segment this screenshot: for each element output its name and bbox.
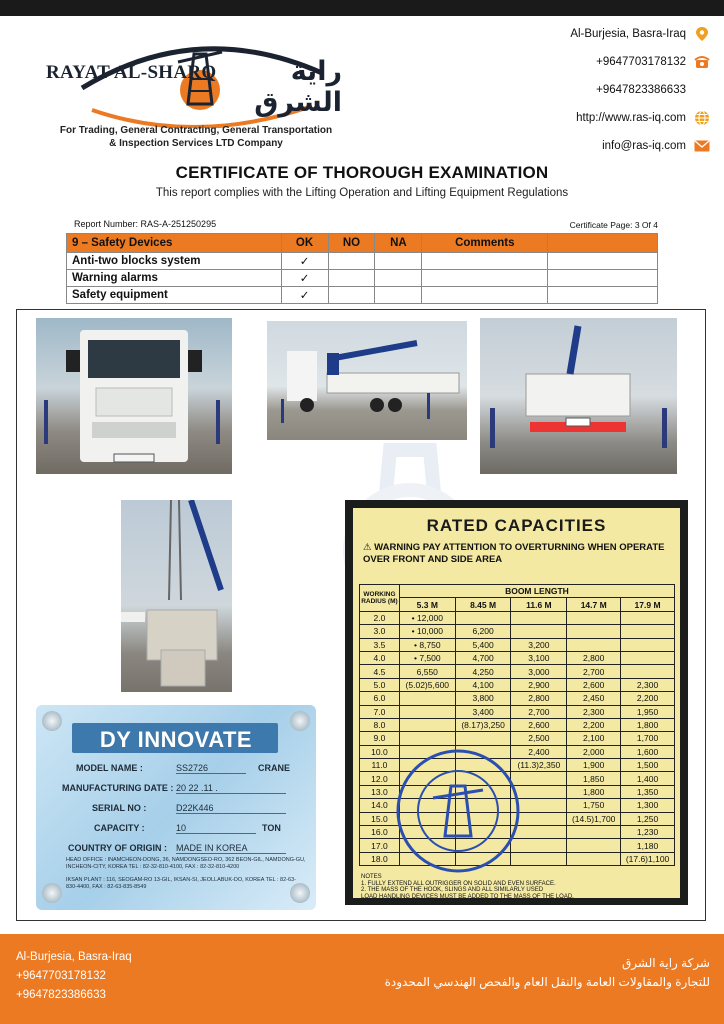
capacity-cell: 1,230: [621, 826, 675, 839]
note-line: NOTES: [361, 874, 382, 880]
globe-icon: [694, 110, 710, 126]
note-line: 1. FULLY EXTEND ALL OUTRIGGER ON SOLID AND EVEN SURFACE.: [361, 880, 556, 887]
capacity-cell: • 7,500: [399, 651, 455, 664]
company-tagline: For Trading, General Contracting, General Transportation & Inspection Services LTD Company: [59, 125, 333, 149]
capacity-cell: [399, 705, 455, 718]
capacity-cell: 1,350: [621, 785, 675, 798]
radius-cell: 2.0: [360, 611, 400, 624]
radius-cell: 6.0: [360, 692, 400, 705]
table-row: [360, 718, 675, 731]
contact-phone-1: +9647703178132: [470, 48, 710, 76]
capacity-cell: [621, 625, 675, 638]
radius-cell: 3.5: [360, 638, 400, 651]
rated-capacities-notes: [361, 874, 677, 900]
capacity-cell: [567, 852, 621, 865]
radius-cell: 12.0: [360, 772, 400, 785]
capacity-cell: 2,300: [621, 678, 675, 691]
capacity-cell: (5.02)5,600: [399, 678, 455, 691]
radius-header: WORKING RADIUS (M): [360, 585, 400, 612]
capacity-cell: 1,800: [567, 785, 621, 798]
table-header-row: [67, 234, 658, 253]
warning-icon: ⚠: [363, 542, 372, 553]
capacity-cell: 2,800: [511, 692, 567, 705]
test-load-photo: [121, 500, 232, 692]
screw-icon: [42, 883, 62, 903]
capacity-cell: 2,700: [511, 705, 567, 718]
capacity-cell: [567, 839, 621, 852]
header-comments: Comments: [422, 234, 548, 253]
note-line: 2. THE MASS OF THE HOOK, SLINGS AND ALL SIMILARLY USED: [361, 887, 544, 893]
boom-length-3: 14.7 M: [567, 598, 621, 611]
safety-devices-table: [66, 233, 658, 304]
capacity-cell: 1,750: [567, 799, 621, 812]
certificate-subtitle: This report complies with the Lifting Operation and Lifting Equipment Regulations: [155, 187, 569, 199]
table-row: [360, 705, 675, 718]
table-row: [360, 611, 675, 624]
table-row: [360, 692, 675, 705]
check-icon: ✓: [281, 287, 328, 304]
check-icon: ✓: [281, 253, 328, 270]
capacity-cell: (14.5)1,700: [567, 812, 621, 825]
location-pin-icon: [694, 26, 710, 42]
capacity-cell: 1,900: [567, 759, 621, 772]
row-item: Safety equipment: [67, 287, 282, 304]
capacity-cell: 2,600: [511, 718, 567, 731]
header-section: 9 – Safety Devices: [67, 234, 282, 253]
capacity-cell: • 10,000: [399, 625, 455, 638]
report-number: Report Number: RAS-A-251250295: [74, 219, 217, 229]
rated-capacities-title: RATED CAPACITIES: [426, 516, 607, 535]
radius-cell: 8.0: [360, 718, 400, 731]
capacity-cell: [455, 611, 511, 624]
capacity-cell: 3,800: [455, 692, 511, 705]
capacity-cell: [567, 625, 621, 638]
radius-cell: 14.0: [360, 799, 400, 812]
capacity-cell: 2,450: [567, 692, 621, 705]
capacity-cell: (11.3)2,350: [511, 759, 567, 772]
table-row: [360, 732, 675, 745]
capacity-cell: 2,800: [567, 651, 621, 664]
warning-text: ⚠ WARNING PAY ATTENTION TO OVERTURNING WHEN OPERATE OVER FRONT AND SIDE AREA: [363, 542, 665, 565]
capacity-cell: 2,400: [511, 745, 567, 758]
radius-cell: 5.0: [360, 678, 400, 691]
capacity-cell: 4,250: [455, 665, 511, 678]
contact-email[interactable]: info@ras-iq.com: [470, 132, 710, 160]
radius-cell: 4.0: [360, 651, 400, 664]
table-row: [360, 665, 675, 678]
crane-nameplate: DY INNOVATE MODEL NAME : SS2726 CRANE MANUFACTURING DATE : 20 22 .11 . SERIAL NO : D22K446 CAPACITY : 10 TON COUNTRY OF ORIGIN : MADE IN KOREA HEAD OFFICE : INAMCHEON-DONG, 36, NAMDONGSEO-RO, 362 BEON-GIL, NAMDONG-GU, INCHEON-CITY, KOREA TEL : 82-32-810-4100, FAX : 82-32-810-4200 IKSAN PLANT : 116, SEOGAM-RO 13-GIL, IKSAN-SI, JEOLLABUK-DO, KOREA TEL : 82-63-830-4400, FAX : 82-63-835-8549: [36, 705, 316, 910]
capacity-cell: 2,200: [621, 692, 675, 705]
table-row: [360, 625, 675, 638]
capacity-cell: 2,000: [567, 745, 621, 758]
header-ok: OK: [281, 234, 328, 253]
certificate-title: CERTIFICATE OF THOROUGH EXAMINATION: [175, 163, 549, 182]
logo-name-en: RAYAT AL-SHARQ: [46, 62, 217, 83]
contact-website[interactable]: http://www.ras-iq.com: [470, 104, 710, 132]
truck-front-photo: [36, 318, 232, 474]
radius-cell: 9.0: [360, 732, 400, 745]
capacity-cell: [567, 611, 621, 624]
row-item: Warning alarms: [67, 270, 282, 287]
radius-cell: 3.0: [360, 625, 400, 638]
envelope-icon: [694, 138, 710, 154]
capacity-cell: 2,300: [567, 705, 621, 718]
capacity-cell: (17.6)1,100: [621, 852, 675, 865]
phone-icon: [694, 54, 710, 70]
capacity-cell: [621, 638, 675, 651]
capacity-cell: 2,700: [567, 665, 621, 678]
capacity-cell: [455, 732, 511, 745]
capacity-cell: [399, 732, 455, 745]
radius-cell: 4.5: [360, 665, 400, 678]
boom-length-2: 11.6 M: [511, 598, 567, 611]
capacity-cell: [511, 611, 567, 624]
capacity-cell: 5,400: [455, 638, 511, 651]
capacity-cell: 4,100: [455, 678, 511, 691]
table-row: [67, 287, 658, 304]
capacity-cell: 1,400: [621, 772, 675, 785]
radius-cell: 11.0: [360, 759, 400, 772]
contact-block: [470, 20, 710, 160]
capacity-cell: 6,550: [399, 665, 455, 678]
contact-phone-2: +9647823386633: [596, 84, 686, 96]
certificate-page: Certificate Page: 3 Of 4: [569, 220, 658, 230]
check-icon: ✓: [281, 270, 328, 287]
capacity-cell: 6,200: [455, 625, 511, 638]
radius-cell: 16.0: [360, 826, 400, 839]
contact-address: Al-Burjesia, Basra-Iraq: [470, 20, 710, 48]
capacity-cell: [621, 665, 675, 678]
radius-cell: 10.0: [360, 745, 400, 758]
capacity-cell: 3,200: [511, 638, 567, 651]
radius-cell: 17.0: [360, 839, 400, 852]
note-line: LOAD HANDLING DEVICES MUST BE ADDED TO THE MASS OF THE LOAD.: [361, 893, 574, 900]
capacity-cell: 1,500: [621, 759, 675, 772]
capacity-cell: 2,500: [511, 732, 567, 745]
capacity-cell: • 8,750: [399, 638, 455, 651]
boom-length-1: 8.45 M: [455, 598, 511, 611]
capacity-cell: 1,700: [621, 732, 675, 745]
truck-side-photo: [267, 321, 467, 440]
nameplate-brand: DY INNOVATE: [99, 727, 253, 752]
table-row: [67, 253, 658, 270]
capacity-cell: [399, 692, 455, 705]
radius-cell: 13.0: [360, 785, 400, 798]
boom-length-header: BOOM LENGTH: [399, 585, 674, 598]
capacity-cell: (8.17)3,250: [455, 718, 511, 731]
header-na: NA: [375, 234, 422, 253]
capacity-cell: 1,850: [567, 772, 621, 785]
logo-name-ar: راية الشرق: [254, 56, 342, 117]
company-stamp: [393, 746, 523, 876]
capacity-cell: 2,100: [567, 732, 621, 745]
capacity-cell: 1,300: [621, 799, 675, 812]
capacity-cell: [621, 611, 675, 624]
capacity-cell: 3,400: [455, 705, 511, 718]
capacity-cell: 2,900: [511, 678, 567, 691]
header-blank: [548, 234, 658, 253]
capacity-cell: 1,250: [621, 812, 675, 825]
footer-company-ar: شركة راية الشرق للتجارة والمقاولات العامة والنقل العام والفحص الهندسي المحدودة: [384, 956, 710, 989]
capacity-cell: [567, 826, 621, 839]
capacity-cell: 3,000: [511, 665, 567, 678]
footer-contact: Al-Burjesia, Basra-Iraq +9647703178132 +9647823386633: [16, 951, 132, 1001]
radius-cell: 15.0: [360, 812, 400, 825]
header-no: NO: [328, 234, 375, 253]
capacity-cell: 1,600: [621, 745, 675, 758]
table-row: [360, 651, 675, 664]
boom-length-4: 17.9 M: [621, 598, 675, 611]
footer: [0, 934, 724, 1024]
boom-length-0: 5.3 M: [399, 598, 455, 611]
capacity-cell: 1,950: [621, 705, 675, 718]
radius-cell: 7.0: [360, 705, 400, 718]
capacity-cell: 3,100: [511, 651, 567, 664]
capacity-cell: [567, 638, 621, 651]
top-bar: [0, 0, 724, 16]
capacity-cell: 1,800: [621, 718, 675, 731]
capacity-cell: [621, 651, 675, 664]
row-item: Anti-two blocks system: [67, 253, 282, 270]
capacity-cell: • 12,000: [399, 611, 455, 624]
capacity-cell: 2,200: [567, 718, 621, 731]
rated-capacities-plate: [345, 500, 688, 905]
table-row: [360, 678, 675, 691]
radius-cell: 18.0: [360, 852, 400, 865]
capacity-cell: [511, 625, 567, 638]
capacity-cell: 4,700: [455, 651, 511, 664]
capacity-cell: [399, 718, 455, 731]
truck-rear-photo: [480, 318, 677, 474]
capacity-cell: 1,180: [621, 839, 675, 852]
capacity-cell: 2,600: [567, 678, 621, 691]
table-row: [67, 270, 658, 287]
table-row: [360, 638, 675, 651]
